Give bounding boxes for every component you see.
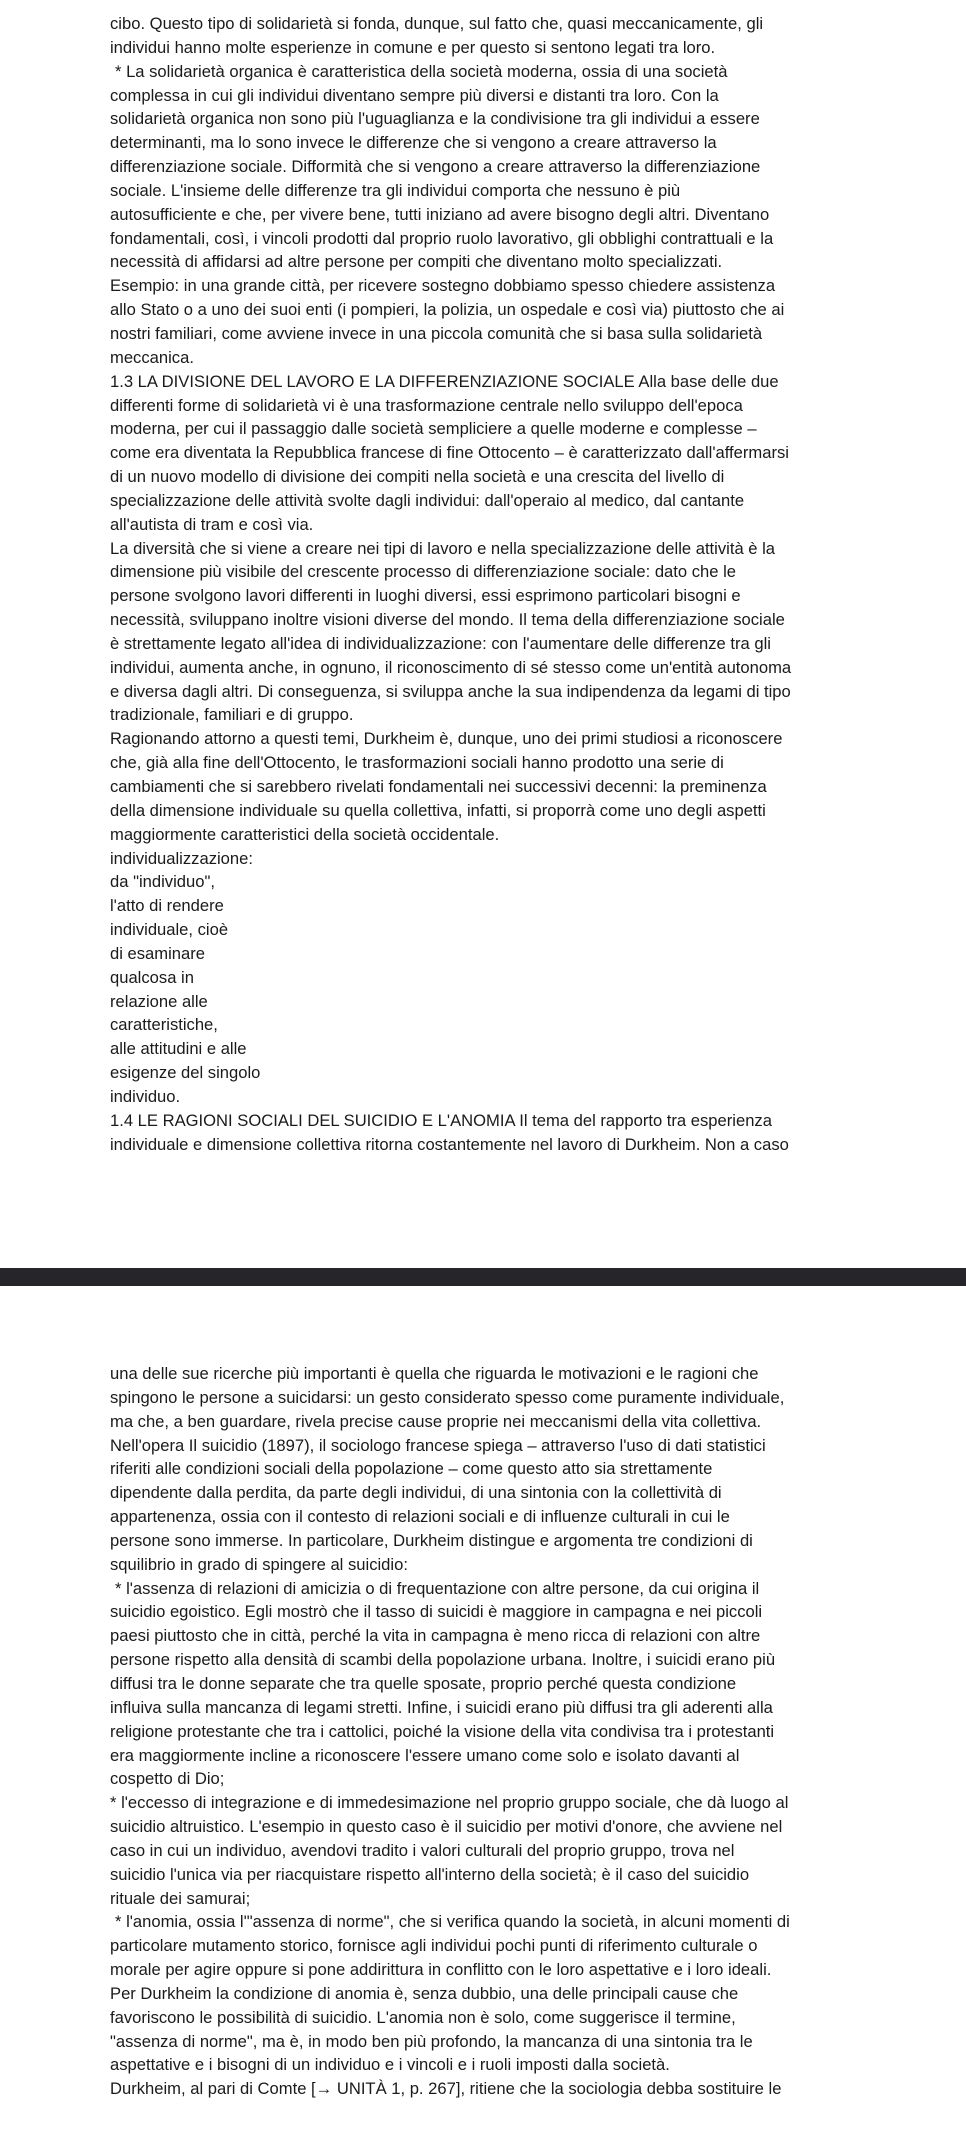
text-line: diffusi tra le donne separate che tra quelle sposate, proprio perché questa condizione (110, 1673, 737, 1693)
text-line: persone svolgono lavori differenti in luoghi diversi, essi esprimono particolari bisogni e (110, 586, 741, 606)
text-line: spingono le persone a suicidarsi: un gesto considerato spesso come puramente individuale, (110, 1387, 785, 1407)
text-line: autosufficiente e che, per vivere bene, tutti iniziano ad avere bisogno degli altri. Diventano (110, 204, 770, 224)
text-line: allo Stato o a uno dei suoi enti (i pompieri, la polizia, un ospedale e così via) piuttosto che ai (110, 300, 785, 320)
text-line: da "individuo", (110, 872, 215, 892)
text-line: sociale. L'insieme delle differenze tra gli individui comporta che nessuno è più (110, 180, 681, 200)
text-line: * La solidarietà organica è caratteristica della società moderna, ossia di una società (115, 61, 728, 81)
text-line: riferiti alle condizioni sociali della popolazione – come questo atto sia strettamente (110, 1459, 713, 1479)
text-line: La diversità che si viene a creare nei tipi di lavoro e nella specializzazione delle attività è la (110, 538, 776, 558)
page-separator (0, 1268, 966, 1286)
text-line: dipendente dalla perdita, da parte degli individui, di una sintonia con la collettività di (110, 1483, 722, 1503)
text-line: specializzazione delle attività svolte dagli individui: dall'operaio al medico, dal cantante (110, 490, 745, 510)
text-line: come era diventata la Repubblica francese di fine Ottocento – è caratterizzato dall'affermarsi (110, 443, 789, 463)
text-line: suicidio altruistico. L'esempio in questo caso è il suicidio per motivi d'onore, che avviene nel (110, 1817, 783, 1837)
text-line: esigenze del singolo (110, 1063, 261, 1083)
text-line: differenziazione sociale. Difformità che si vengono a creare attraverso la differenziazione (110, 157, 761, 177)
text-line: suicidio l'unica via per riacquistare rispetto all'interno della società; è il caso del suicidio (110, 1864, 750, 1884)
text-line: individuale e dimensione collettiva ritorna costantemente nel lavoro di Durkheim. Non a caso (110, 1134, 789, 1154)
text-line: dimensione più visibile del crescente processo di differenziazione sociale: dato che le (110, 562, 737, 582)
text-line: ma che, a ben guardare, rivela precise cause proprie nei meccanismi della vita collettiva. (110, 1411, 762, 1431)
text-line: qualcosa in (110, 967, 194, 987)
text-line: 1.3 LA DIVISIONE DEL LAVORO E LA DIFFERENZIAZIONE SOCIALE Alla base delle due (110, 371, 779, 391)
text-line: necessità di affidarsi ad altre persone per compiti che diventano molto specializzati. (110, 252, 723, 272)
text-line: * l'assenza di relazioni di amicizia o di frequentazione con altre persone, da cui origina il (115, 1578, 760, 1598)
text-line: morale per agire oppure si pone addirittura in conflitto con le loro aspettative e i loro ideali. (110, 1960, 772, 1980)
text-line: una delle sue ricerche più importanti è quella che riguarda le motivazioni e le ragioni che (110, 1364, 759, 1383)
text-line: della dimensione individuale su quella collettiva, infatti, si proporrà come uno degli aspetti (110, 800, 766, 820)
text-line: fondamentali, così, i vincoli prodotti dal proprio ruolo lavorativo, gli obblighi contrattuali e la (110, 228, 774, 248)
text-line: solidarietà organica non sono più l'uguaglianza e la condivisione tra gli individui a essere (110, 109, 760, 129)
text-line: cambiamenti che si sarebbero rivelati fondamentali nei successivi decenni: la preminenza (110, 777, 767, 796)
text-line: nostri familiari, come avviene invece in una piccola comunità che si basa sulla solidarietà (110, 323, 763, 343)
text-line: meccanica. (110, 347, 194, 367)
text-line: alle attitudini e alle (110, 1039, 247, 1059)
text-line: suicidio egoistico. Egli mostrò che il tasso di suicidi è maggiore in campagna e nei piccoli (110, 1602, 763, 1622)
text-line: "assenza di norme", ma è, in modo ben più profondo, la mancanza di una sintonia tra le (110, 2031, 753, 2051)
text-line: tradizionale, familiari e di gruppo. (110, 705, 354, 725)
text-line: particolare mutamento storico, fornisce agli individui pochi punti di riferimento culturale o (110, 1936, 758, 1956)
text-line: individuale, cioè (110, 920, 229, 940)
text-line: di un nuovo modello di divisione dei compiti nella società e una crescita del livello di (110, 467, 725, 487)
text-line: che, già alla fine dell'Ottocento, le trasformazioni sociali hanno prodotto una serie di (110, 753, 724, 773)
text-line: favoriscono le possibilità di suicidio. L'anomia non è solo, come suggerisce il termine, (110, 2007, 736, 2027)
text-line: di esaminare (110, 943, 206, 963)
text-line: Esempio: in una grande città, per ricevere sostegno dobbiamo spesso chiedere assistenza (110, 276, 776, 296)
text-line: differenti forme di solidarietà vi è una trasformazione centrale nello sviluppo dell'epoca (110, 395, 743, 415)
document-page-2 (110, 1362, 870, 2101)
text-line: moderna, per cui il passaggio dalle società sempliciere a quelle moderne e complesse – (110, 419, 757, 439)
text-line: cospetto di Dio; (110, 1769, 225, 1789)
text-line: rituale dei samurai; (110, 1888, 251, 1908)
text-line: persone rispetto alla densità di scambi della popolazione urbana. Inoltre, i suicidi erano più (110, 1650, 776, 1670)
text-line: è strettamente legato all'idea di individualizzazione: con l'aumentare delle differenze tra gli (110, 633, 771, 653)
text-line: 1.4 LE RAGIONI SOCIALI DEL SUICIDIO E L'ANOMIA Il tema del rapporto tra esperienza (110, 1110, 772, 1130)
text-line: Durkheim, al pari di Comte [→ UNITÀ 1, p. 267], ritiene che la sociologia debba sostituire le (110, 2079, 782, 2099)
document-page-1 (110, 12, 870, 1157)
text-line: cibo. Questo tipo di solidarietà si fonda, dunque, sul fatto che, quasi meccanicamente, gli (110, 14, 764, 33)
text-line: religione protestante che tra i cattolici, poiché la visione della vita condivisa tra i protestanti (110, 1721, 775, 1741)
text-line: appartenenza, ossia con il contesto di relazioni sociali e di influenze culturali in cui le (110, 1507, 730, 1527)
text-line: individuo. (110, 1086, 181, 1106)
text-line: Ragionando attorno a questi temi, Durkheim è, dunque, uno dei primi studiosi a riconoscere (110, 729, 783, 749)
text-line: caso in cui un individuo, avendovi tradito i valori culturali del proprio gruppo, trova nel (110, 1840, 735, 1860)
text-line: e diversa dagli altri. Di conseguenza, si sviluppa anche la sua indipendenza da legami di tipo (110, 681, 791, 701)
text-line: persone sono immerse. In particolare, Durkheim distingue e argomenta tre condizioni di (110, 1530, 753, 1550)
text-line: Per Durkheim la condizione di anomia è, senza dubbio, una delle principali cause che (110, 1983, 739, 2003)
text-line: aspettative e i bisogni di un individuo e i vincoli e i ruoli imposti dalla società. (110, 2055, 670, 2075)
text-line: squilibrio in grado di spingere al suicidio: (110, 1554, 408, 1574)
text-line: necessità, sviluppano inoltre visioni diverse del mondo. Il tema della differenziazione sociale (110, 610, 785, 630)
text-line: all'autista di tram e così via. (110, 514, 314, 534)
text-line: individualizzazione: (110, 848, 253, 868)
text-line: maggiormente caratteristici della società occidentale. (110, 824, 500, 844)
text-line: * l'eccesso di integrazione e di immedesimazione nel proprio gruppo sociale, che dà luogo al (110, 1793, 789, 1813)
text-line: determinanti, ma lo sono invece le differenze che si vengono a creare attraverso la (110, 133, 717, 153)
text-line: * l'anomia, ossia l'"assenza di norme", che si verifica quando la società, in alcuni momenti di (115, 1912, 790, 1932)
text-line: l'atto di rendere (110, 896, 224, 916)
text-line: era maggiormente incline a riconoscere l'essere umano come solo e isolato davanti al (110, 1745, 740, 1765)
text-line: complessa in cui gli individui diventano sempre più diversi e distanti tra loro. Con la (110, 85, 719, 105)
text-line: caratteristiche, (110, 1015, 218, 1035)
text-line: Nell'opera Il suicidio (1897), il sociologo francese spiega – attraverso l'uso di dati statistici (110, 1435, 766, 1455)
text-line: relazione alle (110, 991, 208, 1011)
text-line: influiva sulla mancanza di legami stretti. Infine, i suicidi erano più diffusi tra gli aderenti alla (110, 1697, 773, 1717)
text-line: individui, aumenta anche, in ognuno, il riconoscimento di sé stesso come un'entità autonoma (110, 657, 792, 677)
text-line: individui hanno molte esperienze in comune e per questo si sentono legati tra loro. (110, 37, 716, 57)
text-line: paesi piuttosto che in città, perché la vita in campagna è meno ricca di relazioni con altre (110, 1626, 761, 1646)
